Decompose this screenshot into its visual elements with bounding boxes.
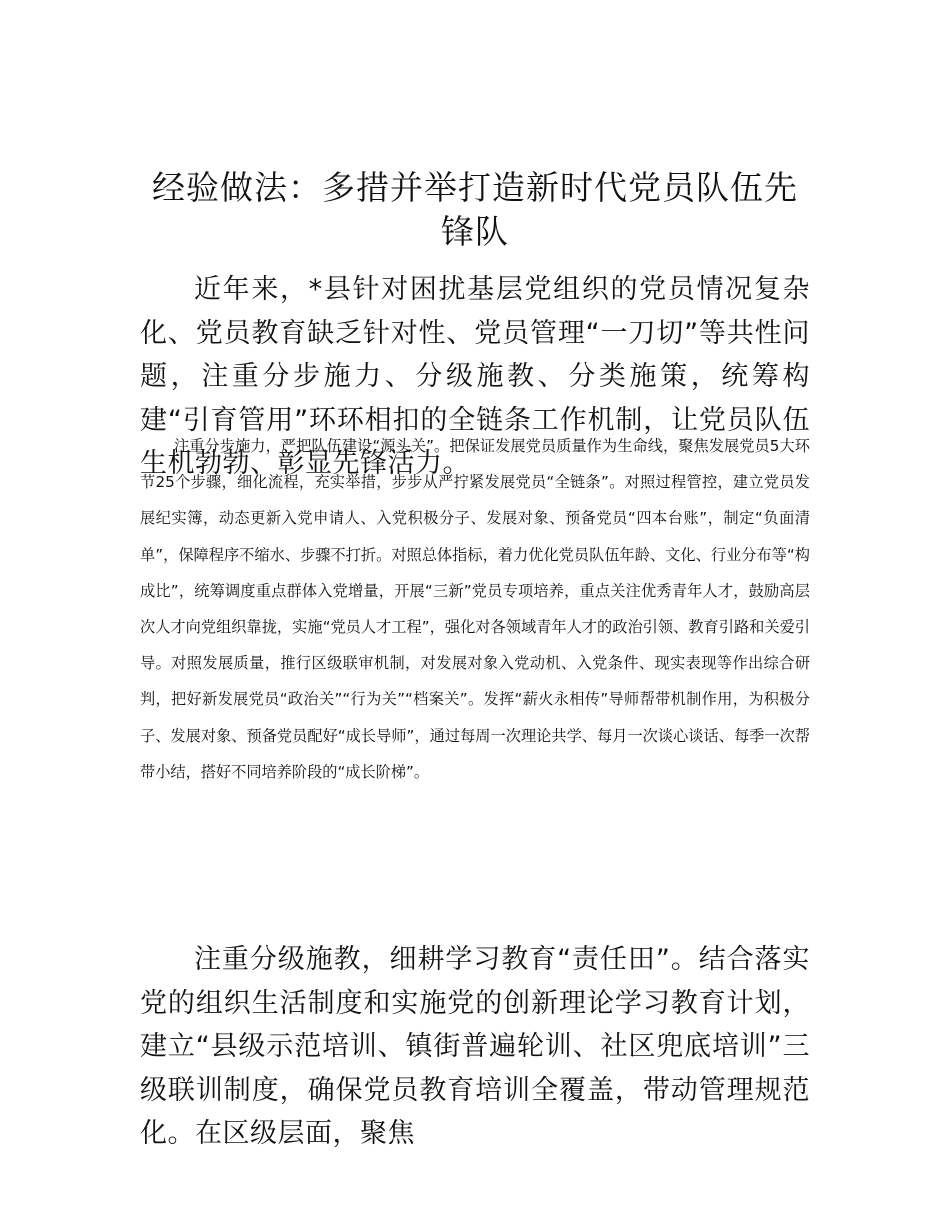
paragraph-step-by-step: 注重分步施力，严把队伍建设“源头关”。把保证发展党员质量作为生命线，聚焦发展党员5大环节25个步骤，细化流程，充实举措，步步从严拧紧发展党员“全链条”。对照过程管控，建立党员发展纪实簿，动态更新入党申请人、入党积极分子、发展对象、预备党员“四本台账”，制定“负面清单”，保障程序不缩水、步骤不打折。对照总体指标，着力优化党员队伍年龄、文化、行业分布等“构成比”，统筹调度重点群体入党增量，开展“三新”党员专项培养，重点关注优秀青年人才，鼓励高层次人才向党组织靠拢，实施“党员人才工程”，强化对各领域青年人才的政治引领、教育引路和关爱引导。对照发展质量，推行区级联审机制，对发展对象入党动机、入党条件、现实表现等作出综合研判，把好新发展党员“政治关”“行为关”“档案关”。发挥“薪火永相传”导师帮带机制作用，为积极分子、发展对象、预备党员配好“成长导师”，通过每周一次理论共学、每月一次谈心谈话、每季一次帮带小结，搭好不同培养阶段的“成长阶梯”。 [140,437,810,781]
paragraph-tiered-education: 注重分级施教，细耕学习教育“责任田”。结合落实党的组织生活制度和实施党的创新理论学习教育计划，建立“县级示范培训、镇街普遍轮训、社区兜底培训”三级联训制度，确保党员教育培训全覆盖，带动管理规范化。在区级层面，聚焦 [140,944,810,1150]
document-title: 经验做法：多措并举打造新时代党员队伍先锋队 [152,168,798,251]
paragraph-intro: 近年来，*县针对困扰基层党组织的党员情况复杂化、党员教育缺乏针对性、党员管理“一刀切”等共性问题，注重分步施力、分级施教、分类施策，统筹构建“引育管用”环环相扣的全链条工作机制，让党员队伍生机勃勃、彰显先锋活力。 [140,274,810,480]
